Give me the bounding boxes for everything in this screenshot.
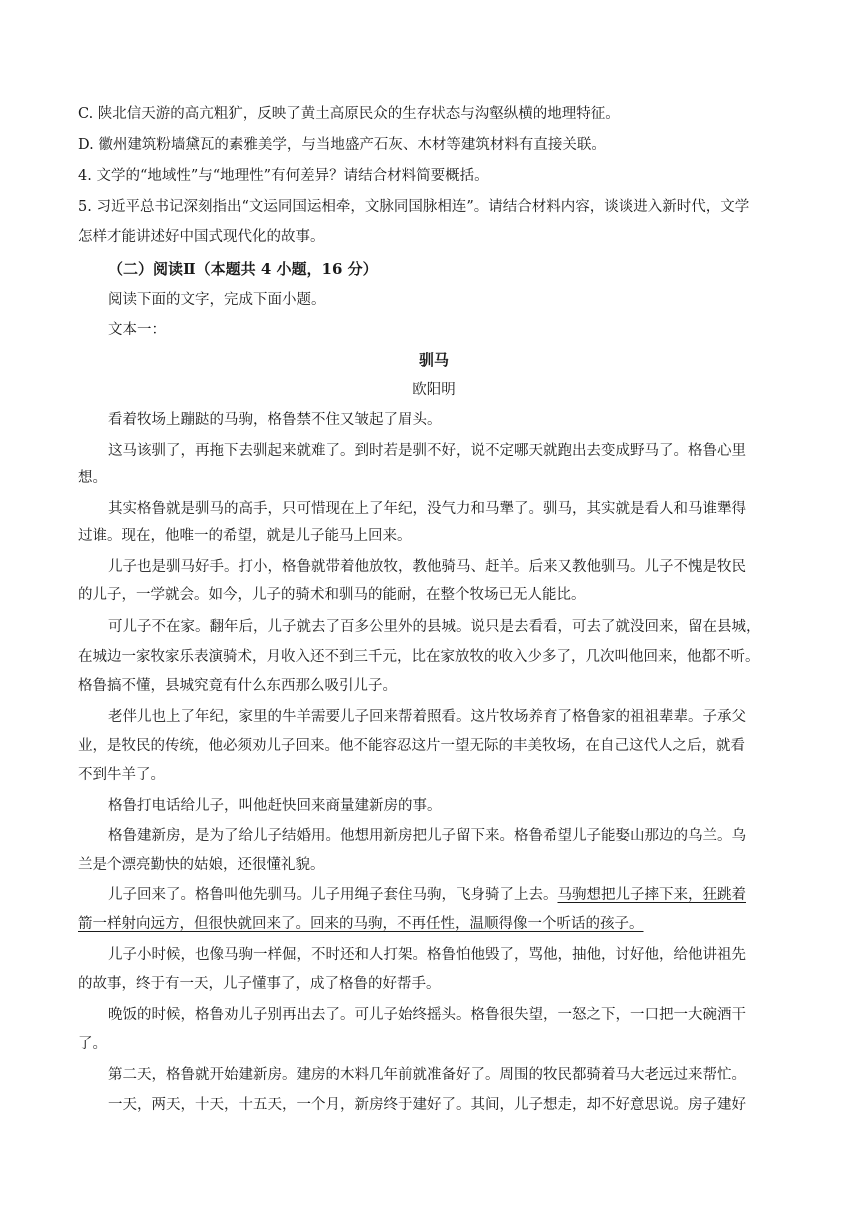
underlined-text: 马驹想把儿子摔下来，狂跳着 (557, 887, 746, 903)
paragraph-line: 格鲁打电话给儿子，叫他赶快回来商量建新房的事。 (108, 798, 442, 814)
story-title: 驯马 (418, 351, 449, 369)
paragraph-line: 这马该驯了，再拖下去驯起来就难了。到时若是驯不好，说不定哪天就跑出去变成野马了。格鲁心里 (108, 443, 746, 459)
paragraph-line: 的儿子，一学就会。如今，儿子的骑术和驯马的能耐，在整个牧场已无人能比。 (78, 587, 586, 603)
instruction: 阅读下面的文字，完成下面小题。 (108, 292, 326, 308)
paragraph-line: 其实格鲁就是驯马的高手，只可惜现在上了年纪，没气力和马犟了。驯马，其实就是看人和马谁犟得 (108, 501, 746, 517)
paragraph-line: 格鲁建新房，是为了给儿子结婚用。他想用新房把儿子留下来。格鲁希望儿子能娶山那边的乌兰。乌 (108, 828, 746, 844)
paragraph-line: 了。 (78, 1036, 107, 1052)
option-c: C. 陕北信天游的高亢粗犷，反映了黄土高原民众的生存状态与沟壑纵横的地理特征。 (78, 106, 620, 122)
underlined-text: 箭一样射向远方，但很快就回来了。回来的马驹，不再任性，温顺得像一个听话的孩子。 (78, 916, 644, 932)
question-5-line-2: 怎样才能讲述好中国式现代化的故事。 (78, 229, 325, 245)
paragraph-line: 不到牛羊了。 (78, 767, 165, 783)
paragraph-line: 可儿子不在家。翻年后，儿子就去了百多公里外的县城。说只是去看看，可去了就没回来，留在县城， (108, 619, 761, 635)
paragraph-line: 儿子小时候，也像马驹一样倔，不时还和人打架。格鲁怕他毁了，骂他，抽他，讨好他，给他讲祖先 (108, 947, 746, 963)
paragraph-line: 第二天，格鲁就开始建新房。建房的木料几年前就准备好了。周围的牧民都骑着马大老远过来帮忙。 (108, 1067, 746, 1083)
paragraph-line: 过谁。现在，他唯一的希望，就是儿子能马上回来。 (78, 528, 412, 544)
paragraph-line: 在城边一家牧家乐表演骑术，月收入还不到三千元，比在家放牧的收入少多了，几次叫他回来，他都不听。 (78, 649, 760, 665)
paragraph-line: 兰是个漂亮勤快的姑娘，还很懂礼貌。 (78, 857, 325, 873)
paragraph-line: 一天，两天，十天，十五天，一个月，新房终于建好了。其间，儿子想走，却不好意思说。房子建好 (108, 1097, 746, 1113)
text-label: 文本一： (108, 322, 166, 338)
paragraph-line: 老伴儿也上了年纪，家里的牛羊需要儿子回来帮着照看。这片牧场养育了格鲁家的祖祖辈辈。子承父 (108, 709, 746, 725)
paragraph-line (78, 914, 798, 934)
paragraph-line: 看着牧场上蹦跶的马驹，格鲁禁不住又皱起了眉头。 (108, 412, 442, 428)
section-heading: （二）阅读Ⅱ（本题共 4 小题，16 分） (108, 260, 378, 278)
paragraph-line: 业，是牧民的传统，他必须劝儿子回来。他不能容忍这片一望无际的丰美牧场，在自己这代人之后，就看 (78, 738, 745, 754)
paragraph-line: 儿子也是驯马好手。打小，格鲁就带着他放牧，教他骑马、赶羊。后来又教他驯马。儿子不愧是牧民 (108, 559, 746, 575)
plain-text: 儿子回来了。格鲁叫他先驯马。儿子用绳子套住马驹，飞身骑了上去。 (108, 887, 558, 903)
question-5-line-1: 5. 习近平总书记深刻指出“文运同国运相牵，文脉同国脉相连”。请结合材料内容，谈谈进入新时代，文学 (78, 199, 750, 215)
paragraph-line: 格鲁搞不懂，县城究竟有什么东西那么吸引儿子。 (78, 678, 397, 694)
paragraph-line (108, 885, 798, 905)
option-d: D. 徽州建筑粉墙黛瓦的素雅美学，与当地盛产石灰、木材等建筑材料有直接关联。 (78, 137, 606, 153)
question-4: 4. 文学的“地域性”与“地理性”有何差异？请结合材料简要概括。 (78, 168, 489, 184)
paragraph-line: 的故事，终于有一天，儿子懂事了，成了格鲁的好帮手。 (78, 976, 441, 992)
paragraph-line: 想。 (78, 470, 107, 486)
paragraph-line: 晚饭的时候，格鲁劝儿子别再出去了。可儿子始终摇头。格鲁很失望，一怒之下，一口把一大碗酒干 (108, 1007, 746, 1023)
story-author: 欧阳明 (412, 382, 456, 398)
